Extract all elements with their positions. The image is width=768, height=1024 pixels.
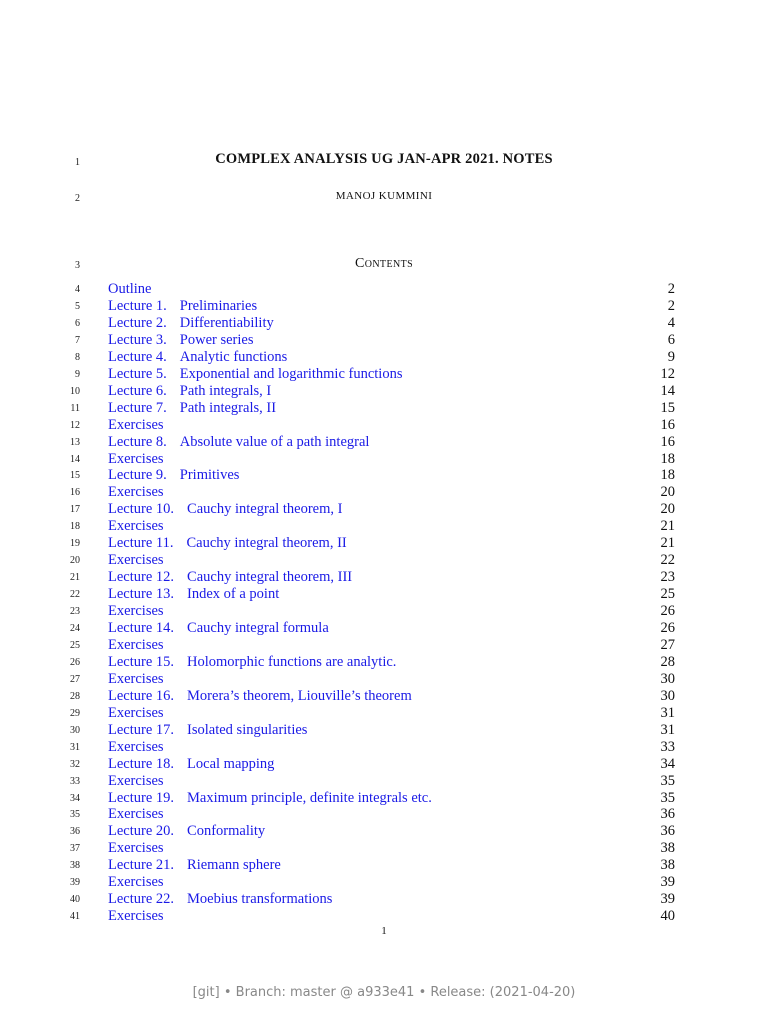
toc-page-number: 31	[660, 721, 675, 738]
contents-heading: Contents	[354, 256, 414, 271]
toc-row	[0, 790, 768, 807]
document-title: COMPLEX ANALYSIS UG JAN-APR 2021. NOTES	[215, 151, 553, 167]
toc-page-number: 2	[667, 297, 675, 314]
toc-page-number: 21	[660, 518, 675, 535]
toc-page-number: 18	[660, 467, 675, 484]
toc-entry-label: Lecture 17.	[108, 721, 175, 738]
toc-entry-label: Lecture 6.	[108, 382, 167, 399]
toc-page-number: 34	[660, 755, 675, 772]
toc-row	[0, 773, 768, 790]
toc-page-number: 18	[660, 450, 675, 467]
toc-row	[0, 535, 768, 552]
toc-entry-title: Local mapping	[187, 755, 275, 772]
toc-link[interactable]	[108, 417, 164, 434]
toc-page-number: 30	[660, 687, 675, 704]
toc-entry-label: Lecture 14.	[108, 620, 175, 636]
toc-entry-label: Exercises	[108, 416, 164, 433]
toc-entry-title: Analytic functions	[179, 348, 288, 365]
toc-row	[0, 806, 768, 823]
toc-link[interactable]	[108, 298, 257, 315]
toc-link[interactable]	[108, 569, 352, 586]
toc-link[interactable]	[108, 332, 253, 349]
toc-row	[0, 739, 768, 756]
toc-row	[0, 332, 768, 349]
toc-page-number: 12	[660, 365, 675, 382]
toc-entry-label: Lecture 1.	[108, 297, 167, 314]
toc-entry-label: Exercises	[108, 518, 164, 535]
line-number: 20	[70, 555, 80, 567]
toc-entry-title: Power series	[179, 331, 254, 348]
toc-link[interactable]	[108, 434, 369, 451]
toc-link[interactable]	[108, 467, 239, 484]
line-number: 3	[75, 260, 80, 271]
toc-row	[0, 417, 768, 434]
toc-entry-label: Exercises	[108, 552, 164, 569]
toc-link[interactable]	[108, 806, 164, 823]
toc-page-number: 20	[660, 484, 675, 501]
toc-link[interactable]	[108, 790, 432, 807]
toc-entry-label: Exercises	[108, 806, 164, 823]
toc-link[interactable]	[108, 451, 164, 468]
toc-row	[0, 620, 768, 637]
toc-page-number: 38	[660, 857, 675, 874]
toc-link[interactable]	[108, 688, 412, 705]
line-number: 37	[70, 843, 80, 855]
toc-page-number: 27	[660, 637, 675, 653]
toc-page-number: 28	[660, 653, 675, 670]
toc-link[interactable]	[108, 383, 271, 400]
toc-page-number: 2	[667, 281, 675, 297]
toc-row	[0, 603, 768, 620]
toc-row	[0, 688, 768, 705]
toc-link[interactable]	[108, 315, 274, 332]
line-number: 41	[70, 911, 80, 923]
toc-page-number: 20	[660, 501, 675, 518]
toc-page-number: 35	[660, 789, 675, 806]
line-number: 26	[70, 656, 80, 668]
toc-page-number: 40	[660, 908, 675, 925]
toc-entry-label: Exercises	[108, 874, 164, 891]
toc-row	[0, 857, 768, 874]
line-number: 33	[70, 775, 80, 787]
toc-entry-title: Isolated singularities	[187, 721, 308, 738]
toc-link[interactable]	[108, 823, 265, 840]
toc-link[interactable]	[108, 535, 347, 552]
toc-entry-label: Lecture 22.	[108, 891, 175, 908]
toc-page-number: 26	[660, 603, 675, 619]
toc-entry-label: Exercises	[108, 704, 164, 721]
line-number: 5	[75, 300, 80, 312]
toc-page-number: 36	[660, 823, 675, 840]
line-number: 17	[70, 504, 80, 516]
author-name: MANOJ KUMMINI	[335, 190, 433, 202]
toc-page-number: 22	[660, 552, 675, 569]
toc-row	[0, 654, 768, 671]
line-number: 34	[70, 792, 80, 804]
toc-link[interactable]	[108, 739, 164, 756]
page-number: 1	[381, 925, 387, 937]
toc-row	[0, 908, 768, 925]
toc-entry-title: Index of a point	[187, 586, 280, 603]
toc-row	[0, 366, 768, 383]
toc-page-number: 36	[660, 806, 675, 823]
toc-row	[0, 891, 768, 908]
toc-entry-label: Exercises	[108, 450, 164, 467]
toc-page-number: 21	[660, 535, 675, 552]
toc-page-number: 6	[667, 331, 675, 348]
toc-page-number: 26	[660, 620, 675, 636]
toc-entry-label: Lecture 8.	[108, 433, 167, 450]
toc-entry-title: Conformality	[187, 823, 266, 840]
toc-row	[0, 467, 768, 484]
toc-row	[0, 671, 768, 688]
toc-entry-label: Lecture 19.	[108, 789, 175, 806]
toc-page-number: 14	[660, 382, 675, 399]
toc-entry-title: Absolute value of a path integral	[179, 433, 370, 450]
toc-row	[0, 501, 768, 518]
toc-entry-label: Lecture 16.	[108, 687, 175, 704]
line-number: 8	[75, 351, 80, 363]
toc-link[interactable]	[108, 908, 164, 925]
line-number: 10	[70, 385, 80, 397]
toc-link[interactable]	[108, 756, 274, 773]
toc-entry-title: Preliminaries	[179, 297, 258, 314]
toc-link[interactable]	[108, 705, 164, 722]
toc-page-number: 30	[660, 670, 675, 687]
line-number: 39	[70, 877, 80, 889]
toc-entry-label: Lecture 13.	[108, 586, 175, 603]
toc-link[interactable]	[108, 874, 164, 891]
toc-entry-title: Exponential and logarithmic functions	[179, 365, 403, 382]
toc-entry-label: Lecture 5.	[108, 365, 167, 382]
toc-entry-title: Morera’s theorem, Liouville’s theorem	[187, 687, 412, 704]
line-number: 22	[70, 589, 80, 601]
toc-row	[0, 552, 768, 569]
toc-page-number: 16	[660, 433, 675, 450]
toc-page-number: 23	[660, 569, 675, 586]
line-number: 28	[70, 690, 80, 702]
toc-row	[0, 451, 768, 468]
toc-link[interactable]	[108, 518, 164, 535]
toc-row	[0, 722, 768, 739]
git-footer: [git] • Branch: master @ a933e41 • Release: (2021-04-20)	[192, 985, 576, 1000]
toc-link[interactable]	[108, 552, 164, 569]
line-number: 18	[70, 521, 80, 533]
toc-page-number: 39	[660, 891, 675, 908]
toc-link[interactable]	[108, 281, 152, 298]
toc-entry-label: Lecture 2.	[108, 314, 167, 331]
line-number: 35	[70, 809, 80, 821]
toc-link[interactable]	[108, 484, 164, 501]
toc-link[interactable]	[108, 722, 307, 739]
line-number: 30	[70, 724, 80, 736]
toc-entry-title: Path integrals, II	[179, 399, 277, 416]
toc-link[interactable]	[108, 857, 281, 874]
toc-row	[0, 434, 768, 451]
toc-entry-title: Holomorphic functions are analytic.	[187, 653, 397, 670]
line-number: 31	[70, 741, 80, 753]
toc-row	[0, 484, 768, 501]
toc-row	[0, 637, 768, 654]
toc-row	[0, 518, 768, 535]
toc-page-number: 16	[660, 416, 675, 433]
toc-row	[0, 281, 768, 298]
toc-row	[0, 349, 768, 366]
toc-link[interactable]	[108, 671, 164, 688]
line-number: 32	[70, 758, 80, 770]
toc-link[interactable]	[108, 400, 276, 417]
line-number: 19	[70, 538, 80, 550]
toc-page-number: 9	[667, 348, 675, 365]
toc-link[interactable]	[108, 654, 396, 671]
toc-page-number: 33	[660, 738, 675, 755]
toc-entry-label: Lecture 15.	[108, 653, 175, 670]
toc-link[interactable]	[108, 586, 279, 603]
toc-entry-title: Riemann sphere	[187, 857, 281, 874]
line-number: 16	[70, 487, 80, 499]
toc-entry-label: Lecture 7.	[108, 399, 167, 416]
line-number: 6	[75, 317, 80, 329]
toc-entry-title: Moebius transformations	[187, 891, 333, 908]
toc-link[interactable]	[108, 773, 164, 790]
line-number: 4	[75, 284, 80, 295]
toc-row	[0, 840, 768, 857]
toc-entry-title: Maximum principle, definite integrals etc.	[187, 789, 432, 806]
line-number: 15	[70, 470, 80, 482]
toc-entry-title: Path integrals, I	[179, 382, 272, 399]
toc-link[interactable]	[108, 366, 402, 383]
toc-page-number: 15	[660, 399, 675, 416]
toc-page-number: 31	[660, 704, 675, 721]
toc-row	[0, 823, 768, 840]
toc-link[interactable]	[108, 603, 164, 620]
toc-entry-label: Lecture 11.	[108, 535, 174, 552]
line-number: 36	[70, 826, 80, 838]
toc-entry-title: Cauchy integral formula	[187, 620, 329, 636]
toc-entry-label: Lecture 4.	[108, 348, 167, 365]
line-number: 7	[75, 334, 80, 346]
toc-link[interactable]	[108, 501, 342, 518]
line-number: 40	[70, 894, 80, 906]
toc-entry-label: Outline	[108, 281, 152, 297]
toc-row	[0, 298, 768, 315]
toc-page-number: 35	[660, 772, 675, 789]
toc-link[interactable]	[108, 840, 164, 857]
toc-entry-label: Exercises	[108, 908, 164, 925]
line-number: 13	[70, 436, 80, 448]
toc-entry-label: Exercises	[108, 637, 164, 653]
toc-row	[0, 705, 768, 722]
toc-link[interactable]	[108, 637, 164, 654]
toc-page-number: 38	[660, 840, 675, 857]
line-number: 21	[70, 572, 80, 584]
toc-row	[0, 569, 768, 586]
toc-row	[0, 756, 768, 773]
toc-link[interactable]	[108, 891, 332, 908]
line-number: 25	[70, 640, 80, 651]
toc-page-number: 25	[660, 586, 675, 603]
toc-page-number: 39	[660, 874, 675, 891]
toc-entry-label: Lecture 20.	[108, 823, 175, 840]
toc-entry-label: Lecture 3.	[108, 331, 167, 348]
toc-row	[0, 383, 768, 400]
line-number: 12	[70, 419, 80, 431]
line-number: 9	[75, 368, 80, 380]
line-number: 11	[70, 402, 80, 414]
toc-page-number: 4	[667, 314, 675, 331]
toc-entry-label: Exercises	[108, 670, 164, 687]
toc-row	[0, 315, 768, 332]
toc-row	[0, 874, 768, 891]
line-number: 29	[70, 707, 80, 719]
toc-entry-label: Exercises	[108, 738, 164, 755]
toc-entry-label: Exercises	[108, 603, 164, 619]
line-number: 27	[70, 673, 80, 685]
toc-entry-label: Exercises	[108, 484, 164, 501]
toc-entry-title: Cauchy integral theorem, I	[187, 501, 343, 518]
toc-entry-title: Cauchy integral theorem, II	[186, 535, 347, 552]
toc-entry-label: Lecture 21.	[108, 857, 175, 874]
toc-link[interactable]	[108, 620, 329, 637]
line-number: 1	[75, 157, 80, 168]
toc-entry-title: Cauchy integral theorem, III	[187, 569, 353, 586]
line-number: 38	[70, 860, 80, 872]
line-number: 24	[70, 623, 80, 634]
toc-entry-label: Lecture 18.	[108, 755, 175, 772]
line-number: 14	[70, 453, 80, 465]
toc-entry-label: Lecture 12.	[108, 569, 175, 586]
toc-row	[0, 400, 768, 417]
toc-entry-label: Lecture 9.	[108, 467, 167, 484]
line-number: 2	[75, 193, 80, 204]
toc-entry-label: Exercises	[108, 840, 164, 857]
toc-entry-title: Primitives	[179, 467, 240, 484]
toc-row	[0, 586, 768, 603]
toc-link[interactable]	[108, 349, 287, 366]
toc-entry-label: Lecture 10.	[108, 501, 175, 518]
line-number: 23	[70, 606, 80, 617]
toc-entry-title: Differentiability	[179, 314, 274, 331]
toc-entry-label: Exercises	[108, 772, 164, 789]
